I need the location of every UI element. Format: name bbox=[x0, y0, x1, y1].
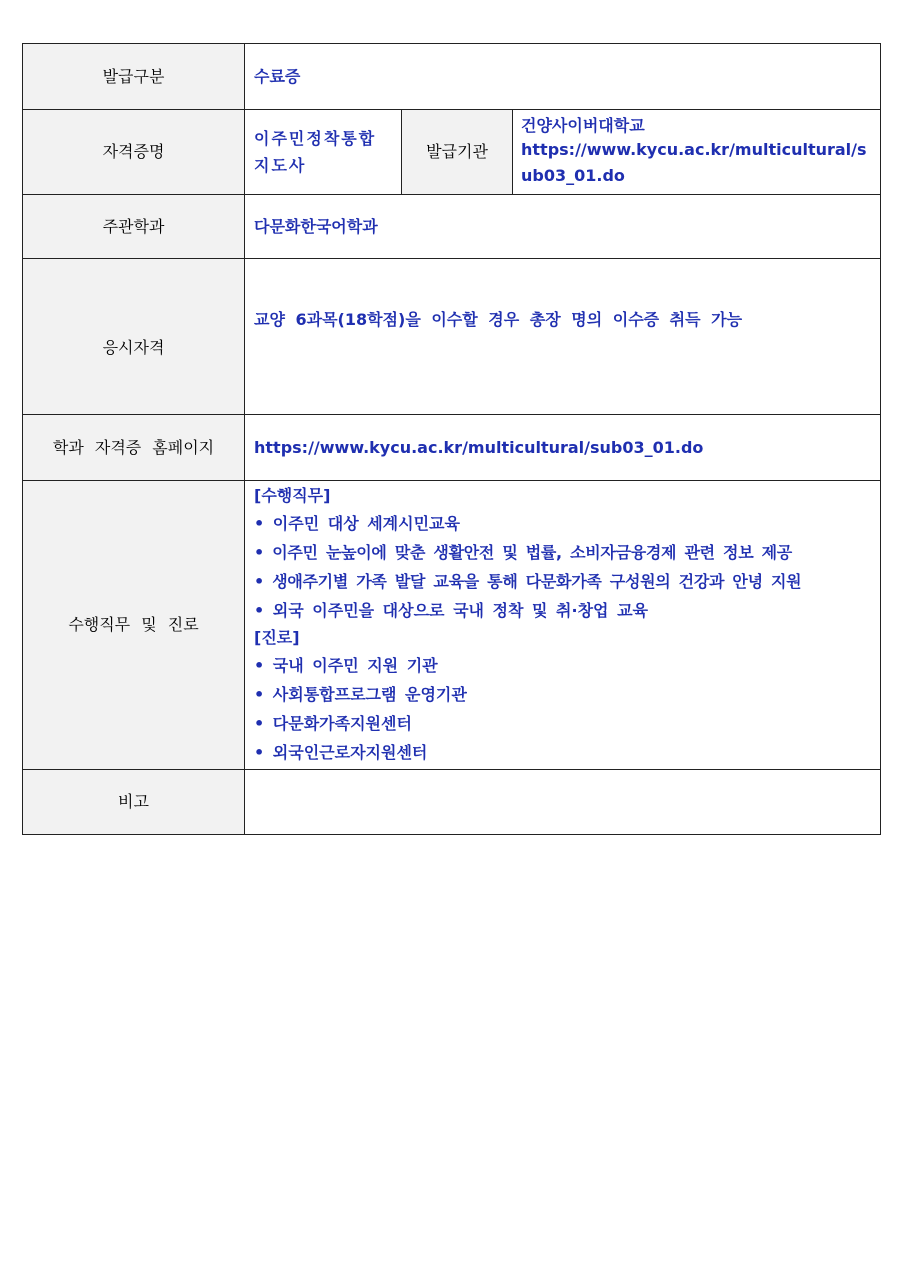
duties-label: 수행직무 및 진로 bbox=[23, 481, 245, 770]
issuer-name: 건양사이버대학교 bbox=[521, 116, 645, 135]
cert-name-row bbox=[23, 110, 881, 195]
department-row bbox=[23, 195, 881, 259]
note-row bbox=[23, 770, 881, 835]
department-value: 다문화한국어학과 bbox=[245, 195, 881, 259]
eligibility-value: 교양 6과목(18학점)을 이수할 경우 총장 명의 이수증 취득 가능 bbox=[245, 259, 881, 415]
homepage-url-link[interactable]: https://www.kycu.ac.kr/multicultural/sub03_01.do bbox=[245, 415, 881, 481]
career-item-4: • 외국인근로자지원센터 bbox=[254, 738, 872, 767]
eligibility-row bbox=[23, 259, 881, 415]
homepage-row bbox=[23, 415, 881, 481]
certificate-info-table bbox=[22, 43, 881, 835]
duty-item-1: • 이주민 대상 세계시민교육 bbox=[254, 509, 872, 538]
issuer-url-link[interactable]: https://www.kycu.ac.kr/multicultural/sub03_01.do bbox=[521, 140, 867, 185]
note-value bbox=[245, 770, 881, 835]
career-item-1: • 국내 이주민 지원 기관 bbox=[254, 651, 872, 680]
issuer-label: 발급기관 bbox=[402, 110, 513, 195]
cert-name-value bbox=[245, 110, 402, 195]
duty-item-4: • 외국 이주민을 대상으로 국내 정착 및 취·창업 교육 bbox=[254, 596, 872, 625]
issue-type-value: 수료증 bbox=[245, 44, 881, 110]
department-label: 주관학과 bbox=[23, 195, 245, 259]
career-heading: [진로] bbox=[254, 628, 300, 647]
issuer-value bbox=[513, 110, 881, 195]
duties-heading: [수행직무] bbox=[254, 486, 331, 505]
duty-item-2: • 이주민 눈높이에 맞춘 생활안전 및 법률, 소비자금융경제 관련 정보 제공 bbox=[254, 538, 872, 567]
issue-type-label: 발급구분 bbox=[23, 44, 245, 110]
homepage-label: 학과 자격증 홈페이지 bbox=[23, 415, 245, 481]
issue-type-row bbox=[23, 44, 881, 110]
duties-row bbox=[23, 481, 881, 770]
career-item-2: • 사회통합프로그램 운영기관 bbox=[254, 680, 872, 709]
note-label: 비고 bbox=[23, 770, 245, 835]
cert-name-label: 자격증명 bbox=[23, 110, 245, 195]
duties-value bbox=[245, 481, 881, 770]
cert-name-line-1: 이주민정착통합 bbox=[254, 129, 377, 148]
career-item-3: • 다문화가족지원센터 bbox=[254, 709, 872, 738]
duty-item-3: • 생애주기별 가족 발달 교육을 통해 다문화가족 구성원의 건강과 안녕 지원 bbox=[254, 567, 872, 596]
cert-name-line-2: 지도사 bbox=[254, 156, 307, 175]
eligibility-label: 응시자격 bbox=[23, 259, 245, 415]
